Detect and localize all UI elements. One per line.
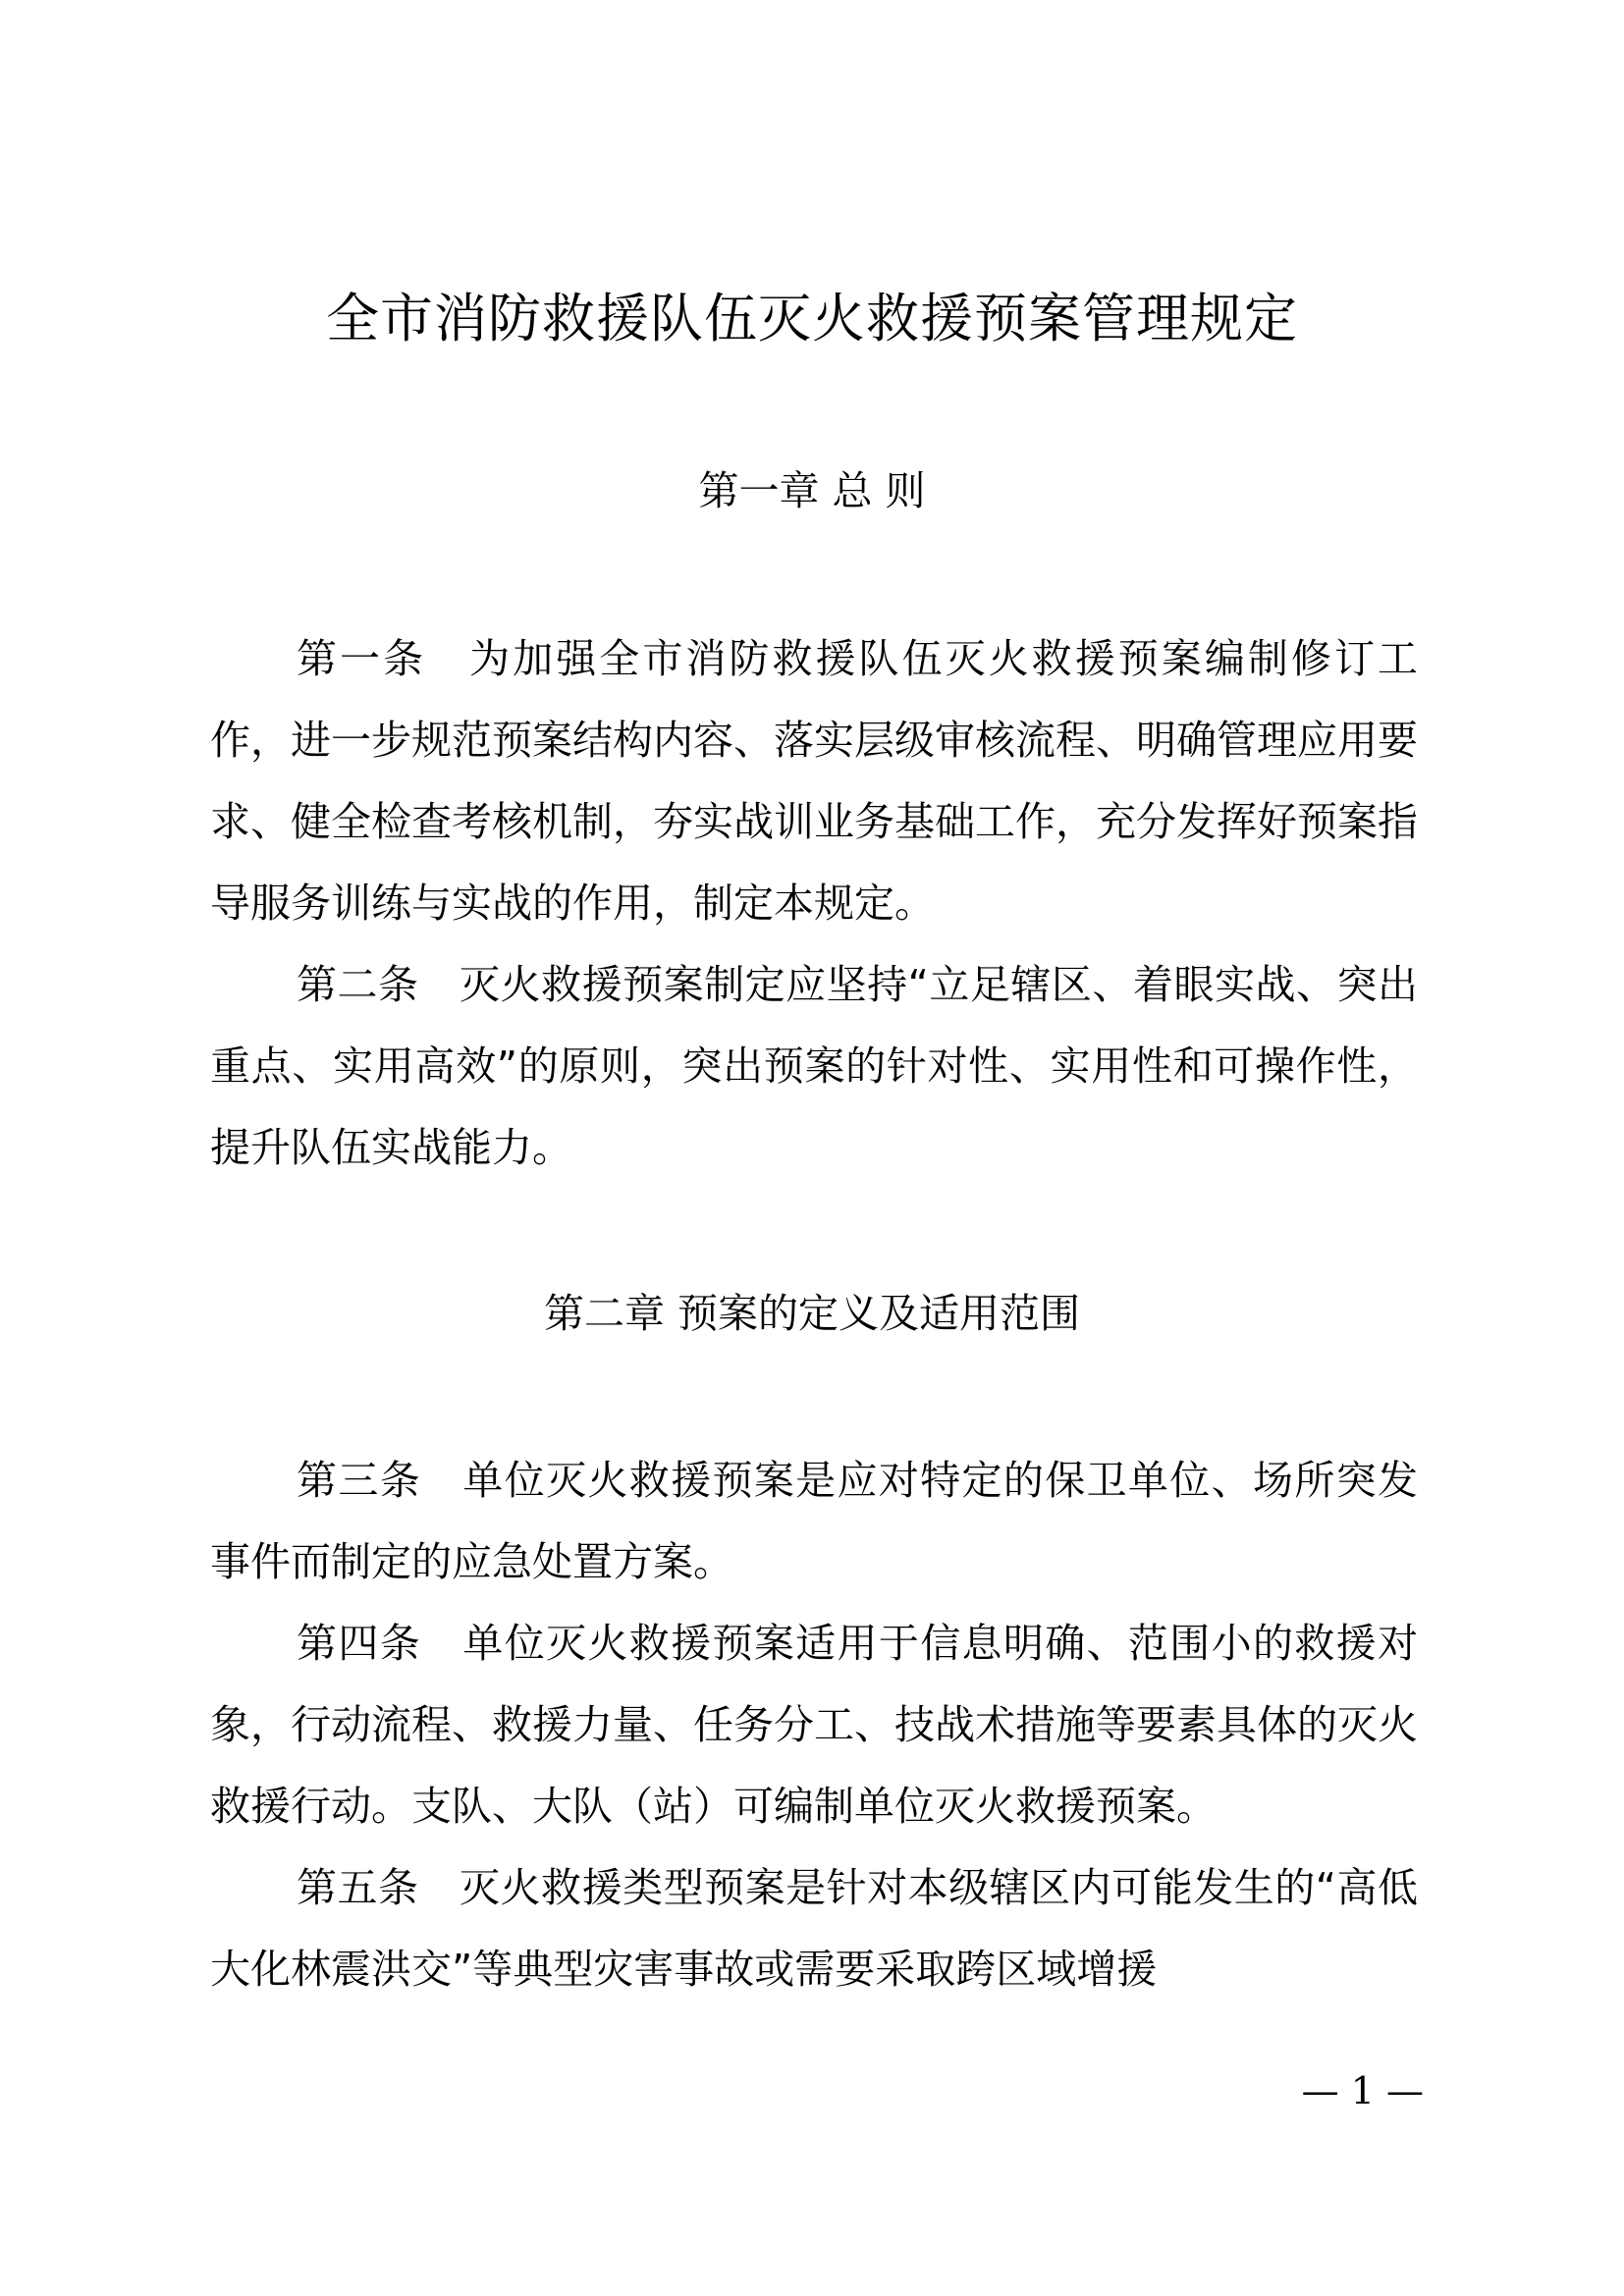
article-1-label: 第一条 — [297, 635, 427, 682]
chapter-1-body — [210, 618, 1418, 1189]
article-3-text: 单位灭火救援预案是应对特定的保卫单位、场所突发事件而制定的应急处置方案。 — [210, 1457, 1419, 1585]
article-5-label: 第五条 — [297, 1864, 419, 1911]
article-5-text: 灭火救援类型预案是针对本级辖区内可能发生的“高低大化林震洪交”等典型灾害事故或需要采取跨区域增援 — [210, 1864, 1418, 1993]
article-4 — [210, 1603, 1418, 1847]
page-number: — 1 — — [1301, 2069, 1424, 2112]
article-2-text: 灭火救援预案制定应坚持“立足辖区、着眼实战、突出重点、实用高效”的原则，突出预案的针对性、实用性和可操作性，提升队伍实战能力。 — [210, 961, 1418, 1171]
article-2 — [210, 944, 1418, 1189]
article-4-label: 第四条 — [297, 1620, 422, 1667]
chapter-2-heading: 第二章 预案的定义及适用范围 — [543, 1290, 1081, 1337]
article-1-text: 为加强全市消防救援队伍灭火救援预案编制修订工作，进一步规范预案结构内容、落实层级审核流程、明确管理应用要求、健全检查考核机制，夯实战训业务基础工作，充分发挥好预案指导服务训练与实战的作用，制定本规定。 — [210, 635, 1419, 927]
article-2-label: 第二条 — [297, 961, 419, 1008]
document-title: 全市消防救援队伍灭火救援预案管理规定 — [326, 288, 1298, 349]
article-3 — [210, 1440, 1418, 1603]
chapter-2-body — [210, 1440, 1418, 2010]
chapter-1-heading: 第一章 总 则 — [698, 467, 926, 514]
article-4-text: 单位灭火救援预案适用于信息明确、范围小的救援对象，行动流程、救援力量、任务分工、技战术措施等要素具体的灭火救援行动。支队、大队（站）可编制单位灭火救援预案。 — [210, 1620, 1419, 1830]
article-3-label: 第三条 — [297, 1457, 422, 1504]
article-5 — [210, 1847, 1418, 2010]
article-1 — [210, 618, 1418, 944]
